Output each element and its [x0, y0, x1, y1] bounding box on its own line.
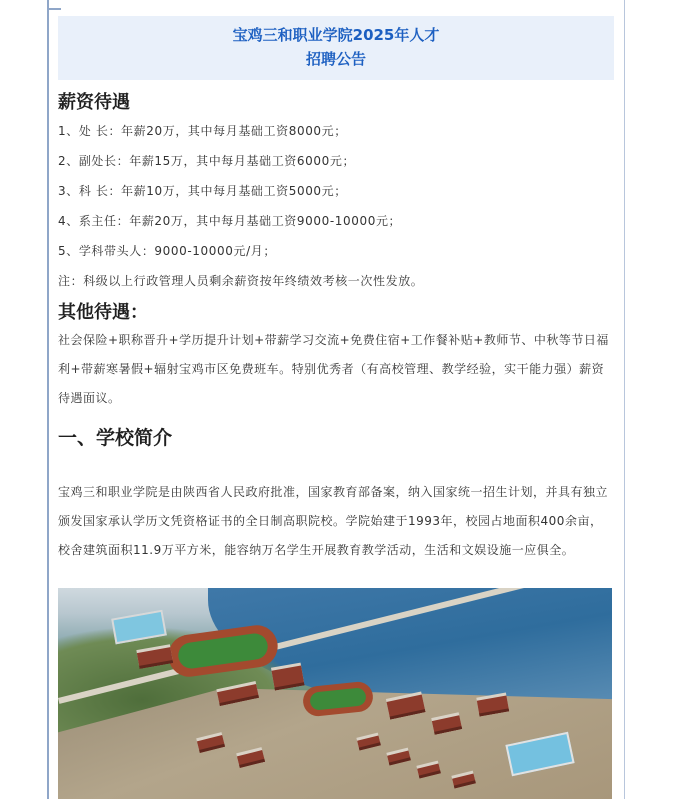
salary-item: 2、副处长：年薪15万，其中每月基础工资6000元；: [58, 154, 356, 168]
benefits-heading: 其他待遇：: [58, 302, 148, 323]
campus-aerial-image: [58, 588, 612, 799]
article-content: [58, 16, 614, 565]
salary-item: 4、系主任：年薪20万，其中每月基础工资9000-10000元；: [58, 214, 402, 228]
frame-left-border: [47, 0, 49, 799]
salary-note: 注：科级以上行政管理人员剩余薪资按年终绩效考核一次性发放。: [58, 274, 424, 288]
intro-text: 宝鸡三和职业学院是由陕西省人民政府批准，国家教育部备案，纳入国家统一招生计划，并具有独立颁发国家承认学历文凭资格证书的全日制高职院校。学院始建于1993年，校园占地面积400余亩，校舍建筑面积11.9万平方米，能容纳万名学生开展教育教学活动，生活和文娱设施一应俱全。: [58, 485, 609, 557]
frame-corner: [47, 8, 61, 10]
frame-right-border: [624, 0, 625, 799]
intro-heading: 一、学校简介: [58, 427, 173, 449]
building: [271, 666, 304, 691]
salary-item: 5、学科带头人：9000-10000元/月；: [58, 244, 276, 258]
salary-item: 1、处 长：年薪20万，其中每月基础工资8000元；: [58, 124, 347, 138]
benefits-text: 社会保险+职称晋升+学历提升计划+带薪学习交流+免费住宿+工作餐补贴+教师节、中秋等节日福利+带薪寒暑假+辐射宝鸡市区免费班车。特别优秀者（有高校管理、教学经验，实干能力强）薪资待遇面议。: [58, 333, 609, 405]
salary-item: 3、科 长：年薪10万，其中每月基础工资5000元；: [58, 184, 347, 198]
page-title-line2: 招聘公告: [305, 50, 366, 68]
salary-heading: 薪资待遇: [58, 92, 130, 113]
spacer: [58, 452, 614, 478]
page-title-line1: 宝鸡三和职业学院2025年人才: [232, 26, 440, 44]
title-banner: [58, 16, 614, 80]
